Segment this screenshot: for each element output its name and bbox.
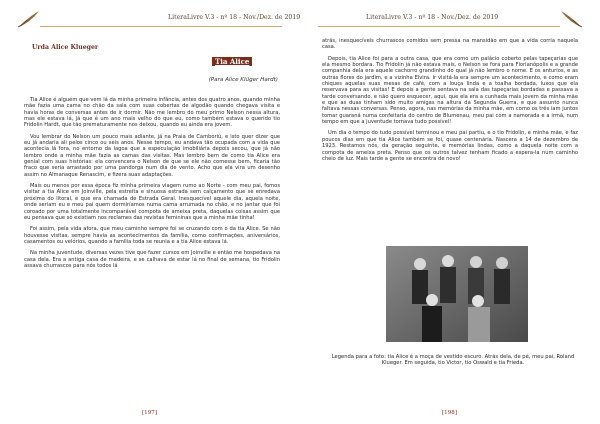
- paragraph: Depois, tia Alice foi para a outra casa, que era como um palácio coberto pelas tapeçarias que ela mesmo bordara. Tio Fridolin já não estava mais, o Nelson se fora para Florianópolis e a grande companhia dela era aquele cachorro grandinho do qual já não lembro o nome. E os anturios, e as outras flores do jardim, e a vizinha Elvira. Ir visitá-la era sempre um acontecimento, e como eram chiques aquelas suas mesas de café, com a louça linda e a toalha bordada, luxos que ela reservava para as visitas! E depois a gente sentava na sala das tapeçarias bordadas e passava a tarde conversando, e não quero esquecer, aqui, que ela era a cunhada mais jovem da minha mãe e que as duas tinham sido muito amigas na altura da Segunda Guerra, e que assunto nunca faltava nessas conversas. Penso, agora, nas memórias da minha mãe, em como os três iam juntos tomar guaraná numa confeitaria do centro de Blumenau, meu pai com a namorada e a irmã, num tempo em que a juventude tornava tudo possível!: [322, 55, 578, 126]
- article-title: Tia Alice: [212, 57, 252, 66]
- family-photo: [386, 246, 528, 342]
- page-header: [18, 10, 301, 28]
- quill-pen-icon: [560, 10, 582, 28]
- paragraph: Tia Alice é alguém que vem lá da minha primeira infância, antes dos quatro anos, quando minha mãe fazia uma cama no chão da sala com suas cobertas de algodão quando chegava visita e havia horas de conversas antes de ir dormir. Não me lembro do meu primo Nelson nessa altura, mas ele estava lá, já que é um ano mais velho do que eu, como também estava o querido tio Fridolin Hardt, que tão prematuramente nos deixou, quando eu ainda era jovem.: [24, 97, 280, 129]
- header-text: LiteraLivre V.3 - nº 18 - Nov./Dez. de 2019: [366, 14, 499, 21]
- page-header: [318, 10, 582, 28]
- article-dedication: (Para Alice Klüger Hardt): [208, 77, 278, 83]
- article-author: Urda Alice Klueger: [32, 44, 99, 51]
- right-page: [300, 0, 600, 424]
- paragraph: Na minha juventude, diversas vezes tive que fazer cursos em Joinville e então me hospedava na casa dela. Era a antiga casa de madeira, e se calhava de estar lá no final de semana, tio Fridolin assava churrascos para nós todos lá: [24, 250, 280, 269]
- header-text: LiteraLivre V.3 - nº 18 - Nov./Dez. de 2019: [168, 14, 301, 21]
- paragraph: Mais ou menos por essa época fiz minha primeira viagem rumo ao Norte - com meu pai, fomos visitar a tia Alice em Joinville, pela estreita e sinuosa estrada sem calçamento que se enredava próxima do litoral, e que era chamada de Estrada Geral. Inesquecível aquele dia, aquela noite, onde seriam eu e meu pai quem dormiríamos numa cama arrumada no chão, e no jantar que foi coroado por uma totalmente incomparável compota de ameixa preta, daquelas coisas assim que eu pensava que só existiam nos reclames das revistas femininas que a minha mãe tinha!: [24, 183, 280, 221]
- page-number: [197]: [142, 410, 158, 416]
- page-number: [198]: [442, 410, 458, 416]
- paragraph: Foi assim, pela vida afora, que meu caminho sempre foi se cruzando com o da tia Alice. Se não houvesse visitas, sempre havia as acontecimentos da família, como confirmações, aniversários, casamentos ou velórios, quando a família toda se reunia e a tia Alice estava lá.: [24, 226, 280, 245]
- paragraph: Vou lembrar do Nelson um pouco mais adiante, já na Praia de Camboriú, e isto quer dizer que eu já andaria ali pelos cinco ou seis anos. Nesse tempo, eu andava tão ocupada com a vida que acontecia lá fora, no entorno da lagoa que a especulação imobiliária depois secou, que já não lembro onde a minha mãe fazia as camas das visitas. Mas lembro bem de como tia Alice era genial com suas histórias: ela convencera o Nelson de que se ele não comesse bem, ficaria tão fraco que seria arrastado por uma pandorga num dia de vento. Acho que ela vira um desenho assim no Almanaque Renascim, e fizera suas adaptações.: [24, 133, 280, 178]
- header-divider: [318, 26, 560, 27]
- photo-caption: Legenda para a foto: tia Alice é a moça de vestido escuro. Atrás dela, de pé, meu pai, Roland Klueger. Em seguida, tio Victor, tio Oswald e tia Frieda.: [331, 354, 575, 367]
- quill-pen-icon: [18, 10, 40, 28]
- left-text-column: [24, 97, 280, 274]
- family-photo-image: [386, 246, 528, 342]
- header-divider: [40, 26, 282, 27]
- paragraph: Um dia o tempo do tudo possível terminou e meu pai partiu, e o tio Fridolin, e minha mãe, e faz poucos dias em que tia Alice também se foi, quase centenária. Nascera a 14 de dezembro de 1923. Restamos nós, da geração seguinte, e memórias lindas, como a daquela noite com a compota de ameixa preta. Penso que os outros talvez tenham ficado a espera-la num caminho cheio de luz. Mais tarde a gente se encontra de novo!: [322, 130, 578, 162]
- right-text-column: [322, 38, 578, 167]
- paragraph: atrás, inesquecíveis churrascos comidos sem pressa na mansidão em que a vida corria naquela casa.: [322, 38, 578, 51]
